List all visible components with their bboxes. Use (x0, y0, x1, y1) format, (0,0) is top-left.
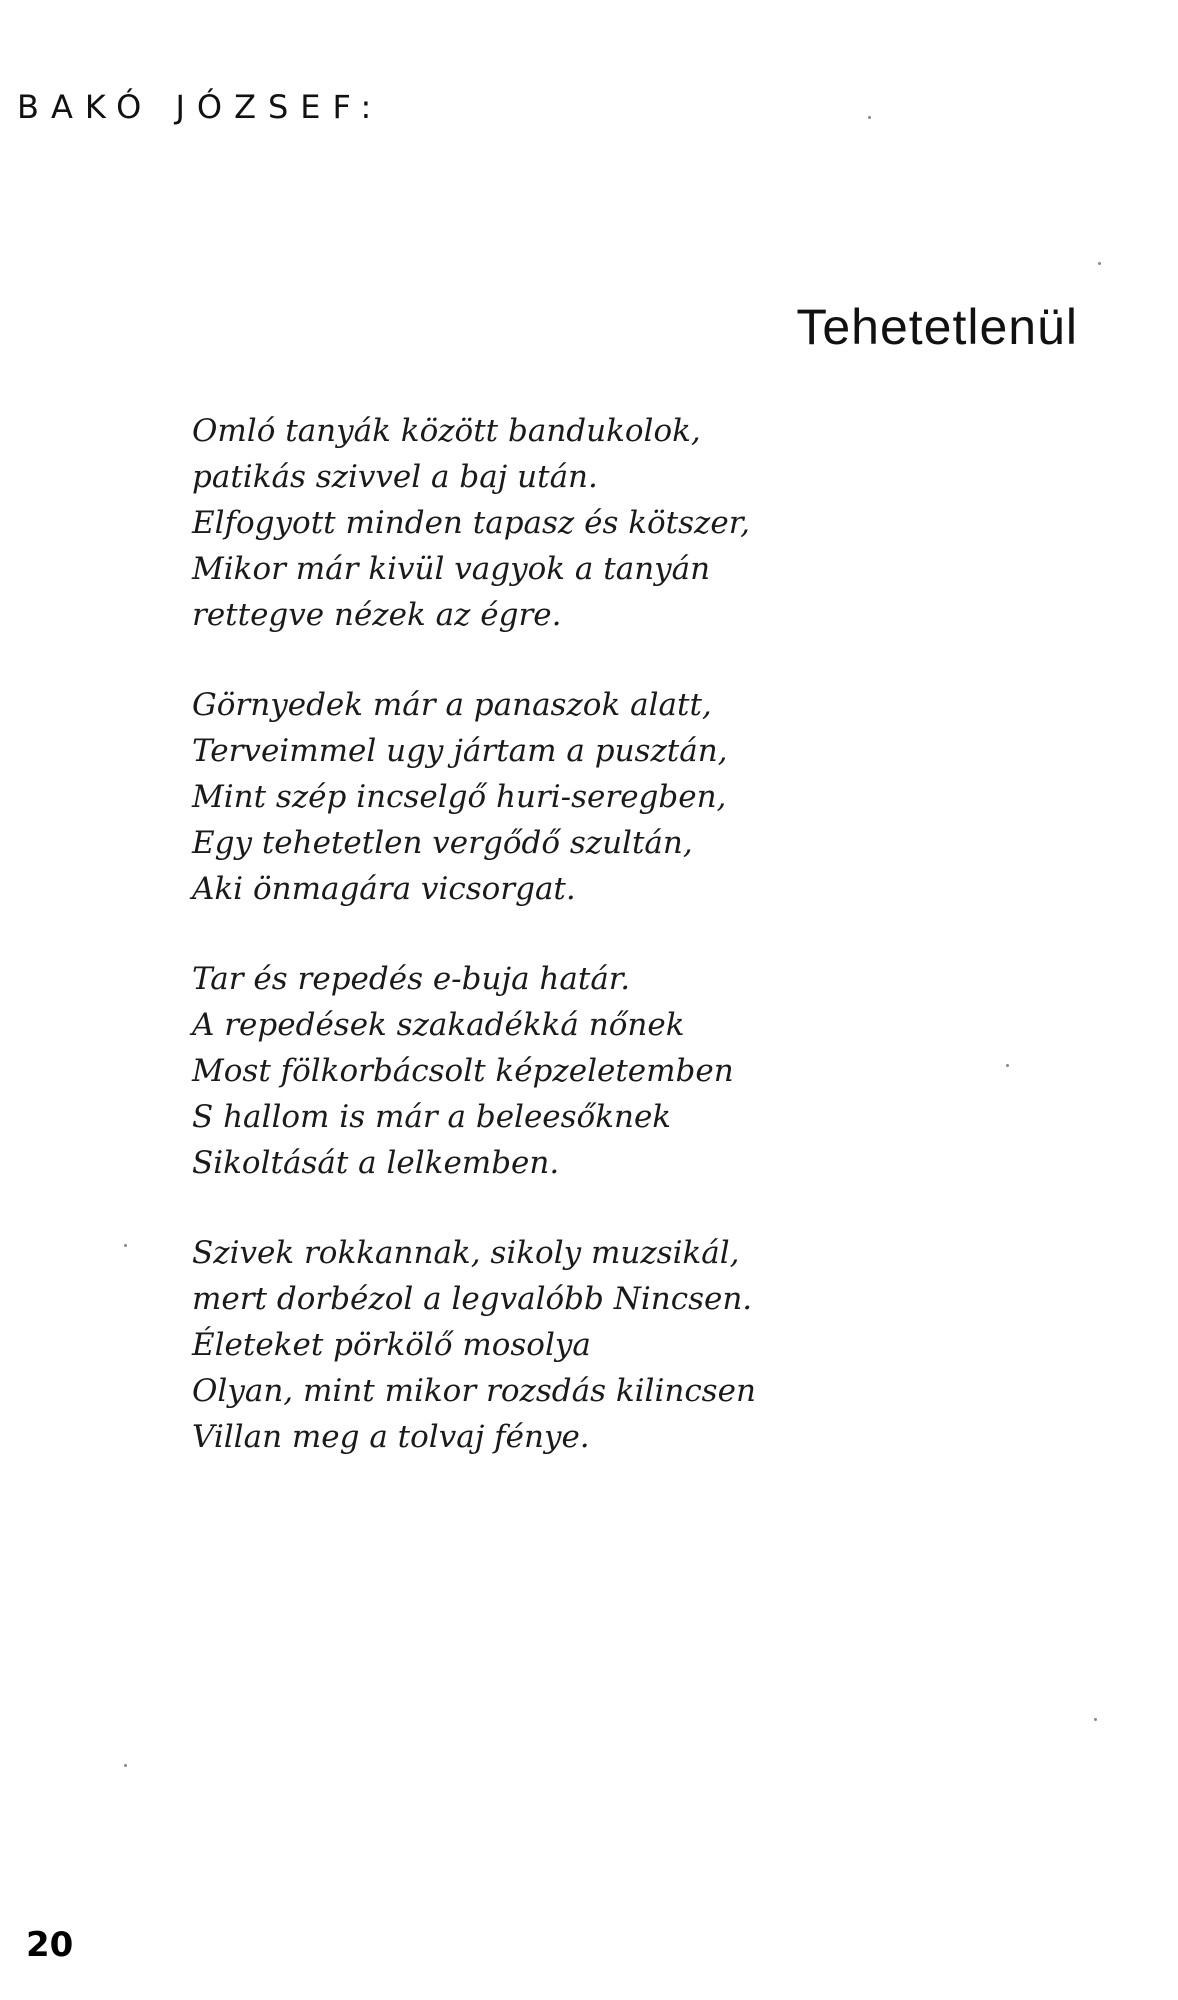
stanza (192, 682, 992, 912)
scan-speck (1006, 1064, 1009, 1067)
poem-line: mert dorbézol a legvalóbb Nincsen. (192, 1281, 753, 1317)
poem-line: S hallom is már a beleesőknek (192, 1099, 672, 1135)
poem-line: Egy tehetetlen vergődő szultán, (192, 825, 693, 861)
poem-line: Elfogyott minden tapasz és kötszer, (192, 505, 750, 541)
poem-line: Görnyedek már a panaszok alatt, (192, 687, 712, 723)
poem-line: A repedések szakadékká nőnek (192, 1007, 685, 1043)
poem-body (192, 408, 992, 1504)
poem-line: Most fölkorbácsolt képzeletemben (192, 1053, 734, 1089)
poem-line: Mikor már kivül vagyok a tanyán (192, 551, 711, 587)
page-number: 20 (26, 1925, 74, 1965)
poem-title: Tehetetlenül (796, 299, 1078, 355)
stanza (192, 956, 992, 1186)
stanza (192, 408, 992, 638)
poem-line: rettegve nézek az égre. (192, 597, 562, 633)
poem-line: Terveimmel ugy jártam a pusztán, (192, 733, 728, 769)
poem-line: Mint szép incselgő huri-seregben, (192, 779, 727, 815)
poem-line: Aki önmagára vicsorgat. (192, 871, 576, 907)
stanza (192, 1230, 992, 1460)
scan-speck (124, 1764, 127, 1767)
poem-line: Omló tanyák között bandukolok, (192, 413, 701, 449)
poem-line: Szivek rokkannak, sikoly muzsikál, (192, 1235, 740, 1271)
author-heading: BAKÓ JÓZSEF: (17, 88, 384, 126)
scan-speck (1098, 262, 1101, 265)
poem-line: patikás szivvel a baj után. (192, 459, 598, 495)
poem-line: Tar és repedés e-buja határ. (192, 961, 631, 997)
poem-line: Sikoltását a lelkemben. (192, 1145, 560, 1181)
scan-speck (868, 116, 871, 119)
poem-line: Villan meg a tolvaj fénye. (192, 1419, 590, 1455)
scan-speck (1094, 1718, 1097, 1721)
poem-line: Olyan, mint mikor rozsdás kilincsen (192, 1373, 756, 1409)
poem-line: Életeket pörkölő mosolya (192, 1327, 591, 1363)
scan-speck (124, 1244, 127, 1247)
